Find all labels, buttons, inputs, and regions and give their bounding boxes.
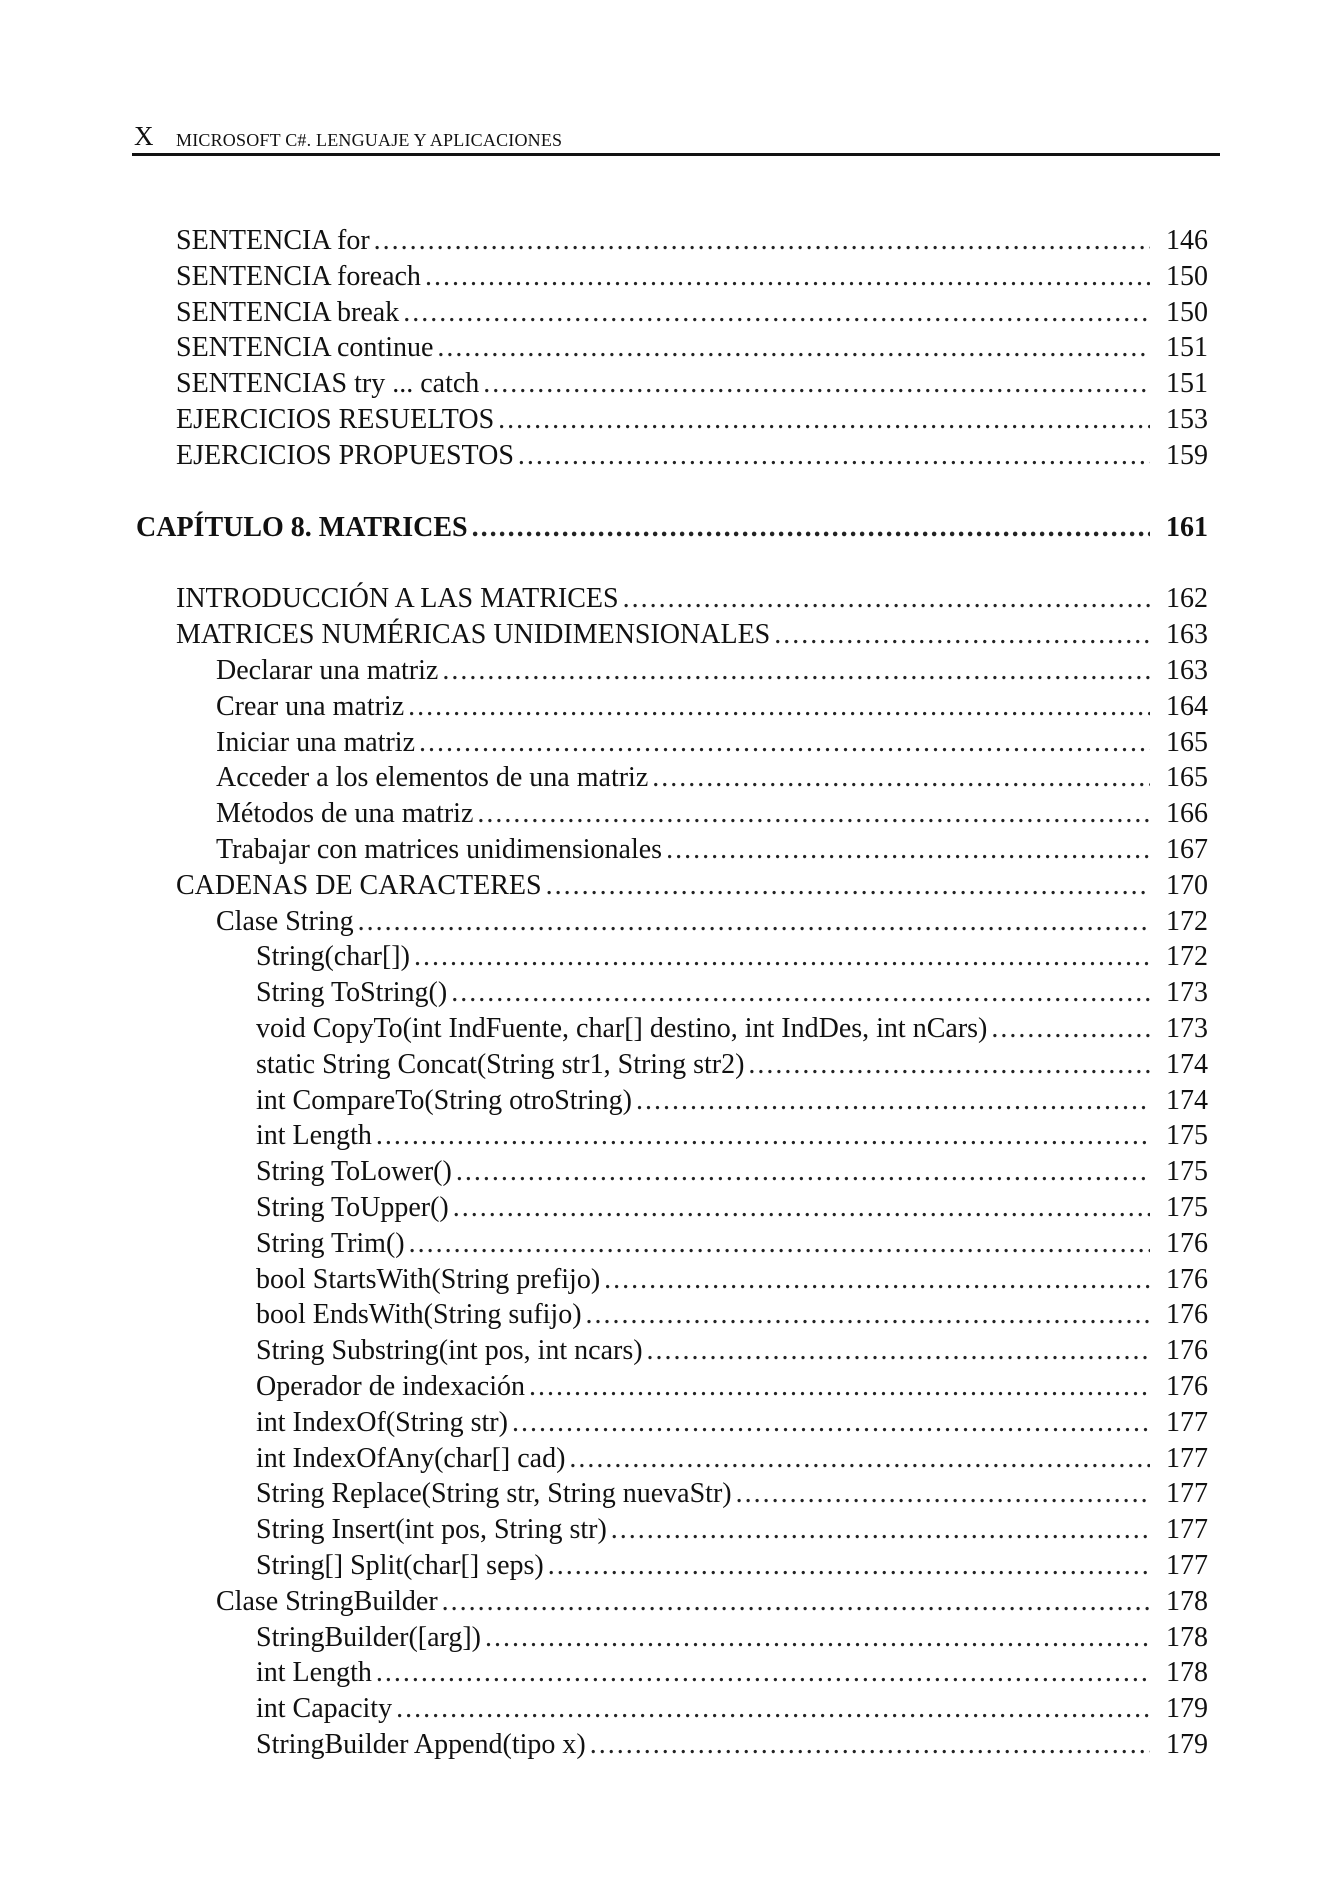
dot-leader [604,1263,1150,1297]
toc-entry-page: 179 [1166,1729,1208,1760]
toc-entry[interactable] [176,260,1208,294]
toc-entry-page: 178 [1166,1657,1208,1688]
toc-entry[interactable] [216,797,1208,831]
dot-leader [472,511,1150,545]
toc-entry-label: bool StartsWith(String prefijo) [256,1264,601,1295]
dot-leader [512,1406,1150,1440]
toc-entry-label: String ToString() [256,977,448,1008]
dot-leader [403,296,1150,330]
toc-entry[interactable] [256,1119,1208,1153]
toc-entry[interactable] [256,1012,1208,1046]
toc-entry-page: 164 [1166,691,1208,722]
dot-leader [376,1119,1150,1153]
toc-entry[interactable] [256,1513,1208,1547]
toc-entry-page: 146 [1166,225,1208,256]
toc-entry-label: int IndexOf(String str) [256,1407,508,1438]
toc-entry-label: String Substring(int pos, int ncars) [256,1335,643,1366]
toc-entry[interactable] [216,1585,1208,1619]
toc-entry-label: SENTENCIA break [176,297,400,328]
toc-entry-page: 177 [1166,1478,1208,1509]
toc-entry-label: SENTENCIA continue [176,332,434,363]
dot-leader [409,1227,1150,1261]
dot-leader [376,1656,1150,1690]
toc-entry-page: 172 [1166,906,1208,937]
dot-leader [453,1191,1150,1225]
toc-entry-page: 170 [1166,870,1208,901]
toc-entry-page: 175 [1166,1192,1208,1223]
toc-entry-page: 179 [1166,1693,1208,1724]
toc-entry[interactable] [256,1334,1208,1368]
toc-entry[interactable] [256,1191,1208,1225]
toc-entry-label: CADENAS DE CARACTERES [176,870,542,901]
toc-entry-label: static String Concat(String str1, String str2) [256,1049,745,1080]
toc-entry-label: Acceder a los elementos de una matriz [216,762,649,793]
toc-entry[interactable] [216,726,1208,760]
toc-entry-label: Clase String [216,906,354,937]
toc-entry-page: 177 [1166,1514,1208,1545]
toc-entry-label: String ToUpper() [256,1192,449,1223]
dot-leader [374,224,1150,258]
toc-entry-page: 174 [1166,1049,1208,1080]
toc-entry-label: bool EndsWith(String sufijo) [256,1299,582,1330]
toc-chapter-entry[interactable] [136,511,1208,545]
toc-entry-page: 163 [1166,619,1208,650]
toc-entry-label: String Replace(String str, String nuevaStr) [256,1478,732,1509]
toc-entry-label: Trabajar con matrices unidimensionales [216,834,663,865]
toc-entry[interactable] [256,1477,1208,1511]
toc-entry-page: 153 [1166,404,1208,435]
toc-entry-page: 176 [1166,1299,1208,1330]
dot-leader [483,367,1150,401]
dot-leader [666,833,1150,867]
dot-leader [518,439,1150,473]
dot-leader [442,654,1150,688]
toc-entry[interactable] [256,1084,1208,1118]
dot-leader [442,1585,1150,1619]
toc-entry-label: SENTENCIAS try ... catch [176,368,480,399]
toc-entry[interactable] [256,1692,1208,1726]
toc-entry[interactable] [256,1227,1208,1261]
dot-leader [408,690,1150,724]
dot-leader [485,1621,1150,1655]
toc-entry[interactable] [256,976,1208,1010]
toc-entry[interactable] [256,1048,1208,1082]
toc-entry-label: StringBuilder([arg]) [256,1622,481,1653]
toc-entry-label: int CompareTo(String otroString) [256,1085,633,1116]
toc-entry[interactable] [256,1406,1208,1440]
toc-entry-page: 176 [1166,1228,1208,1259]
toc-entry-page: 174 [1166,1085,1208,1116]
toc-entry[interactable] [176,331,1208,365]
toc-entry[interactable] [256,1621,1208,1655]
dot-leader [586,1298,1150,1332]
toc-entry-label: void CopyTo(int IndFuente, char[] destino, int IndDes, int nCars) [256,1013,988,1044]
dot-leader [498,403,1150,437]
toc-entry-page: 173 [1166,977,1208,1008]
toc-entry-label: StringBuilder Append(tipo x) [256,1729,586,1760]
toc-entry[interactable] [256,1263,1208,1297]
toc-entry[interactable] [216,654,1208,688]
toc-entry-page: 151 [1166,332,1208,363]
toc-entry-page: 150 [1166,261,1208,292]
dot-leader [425,260,1150,294]
toc-entry[interactable] [176,403,1208,437]
dot-leader [546,869,1150,903]
toc-entry-page: 176 [1166,1335,1208,1366]
toc-entry-label: EJERCICIOS RESUELTOS [176,404,495,435]
running-header [132,122,1220,156]
toc-entry-page: 175 [1166,1156,1208,1187]
toc-entry-label: String[] Split(char[] seps) [256,1550,544,1581]
dot-leader [529,1370,1150,1404]
toc-entry-page: 166 [1166,798,1208,829]
toc-entry-label: int Capacity [256,1693,393,1724]
dot-leader [419,726,1150,760]
toc-entry-page: 177 [1166,1443,1208,1474]
toc-entry-page: 165 [1166,727,1208,758]
toc-entry[interactable] [216,761,1208,795]
dot-leader [548,1549,1150,1583]
toc-entry[interactable] [176,224,1208,258]
toc-entry-label: String Insert(int pos, String str) [256,1514,607,1545]
page-number-roman: X [134,121,154,151]
toc-entry-label: CAPÍTULO 8. MATRICES [136,512,468,543]
toc-entry-page: 176 [1166,1371,1208,1402]
toc-entry[interactable] [256,1155,1208,1189]
toc-entry-label: String(char[]) [256,941,410,972]
toc-entry[interactable] [216,833,1208,867]
toc-entry-page: 150 [1166,297,1208,328]
toc-entry-label: Clase StringBuilder [216,1586,438,1617]
toc-entry[interactable] [176,367,1208,401]
book-title: MICROSOFT C#. LENGUAJE Y APLICACIONES [176,130,563,150]
toc-entry-page: 177 [1166,1550,1208,1581]
dot-leader [569,1442,1150,1476]
toc-entry[interactable] [256,940,1208,974]
toc-entry[interactable] [216,905,1208,939]
toc-entry[interactable] [176,582,1208,616]
dot-leader [652,761,1150,795]
dot-leader [477,797,1150,831]
dot-leader [590,1728,1150,1762]
toc-entry[interactable] [216,690,1208,724]
toc-entry-page: 177 [1166,1407,1208,1438]
dot-leader [358,905,1150,939]
dot-leader [991,1012,1150,1046]
toc-entry[interactable] [176,869,1208,903]
toc-entry-label: Operador de indexación [256,1371,525,1402]
toc-entry-page: 175 [1166,1120,1208,1151]
dot-leader [636,1084,1150,1118]
toc-entry[interactable] [176,439,1208,473]
toc-entry-page: 176 [1166,1264,1208,1295]
toc-entry-page: 151 [1166,368,1208,399]
toc-entry-page: 178 [1166,1586,1208,1617]
toc-entry-page: 172 [1166,941,1208,972]
toc-entry-page: 163 [1166,655,1208,686]
toc-entry[interactable] [256,1549,1208,1583]
toc-entry[interactable] [256,1370,1208,1404]
toc-entry-page: 162 [1166,583,1208,614]
dot-leader [396,1692,1150,1726]
toc-entry-label: SENTENCIA foreach [176,261,421,292]
toc-entry[interactable] [256,1656,1208,1690]
toc-entry-label: Iniciar una matriz [216,727,416,758]
dot-leader [774,618,1150,652]
toc-entry-page: 159 [1166,440,1208,471]
toc-entry-label: INTRODUCCIÓN A LAS MATRICES [176,583,619,614]
toc-entry-label: SENTENCIA for [176,225,370,256]
dot-leader [647,1334,1150,1368]
dot-leader [748,1048,1150,1082]
toc-entry-page: 173 [1166,1013,1208,1044]
dot-leader [456,1155,1150,1189]
toc-entry-label: EJERCICIOS PROPUESTOS [176,440,514,471]
toc-entry-page: 178 [1166,1622,1208,1653]
toc-entry-label: int IndexOfAny(char[] cad) [256,1443,566,1474]
toc-entry[interactable] [256,1728,1208,1762]
toc-entry-label: String Trim() [256,1228,405,1259]
toc-entry-page: 165 [1166,762,1208,793]
toc-entry-label: Crear una matriz [216,691,405,722]
toc-entry[interactable] [256,1442,1208,1476]
toc-entry-label: Declarar una matriz [216,655,439,686]
dot-leader [736,1477,1150,1511]
toc-entry-label: Métodos de una matriz [216,798,474,829]
dot-leader [451,976,1150,1010]
toc-entry-label: String ToLower() [256,1156,452,1187]
toc-entry[interactable] [176,618,1208,652]
toc-entry-label: int Length [256,1120,372,1151]
dot-leader [623,582,1150,616]
toc-entry-page: 167 [1166,834,1208,865]
toc-entry[interactable] [176,296,1208,330]
dot-leader [611,1513,1150,1547]
toc-entry-label: MATRICES NUMÉRICAS UNIDIMENSIONALES [176,619,771,650]
dot-leader [414,940,1150,974]
toc-entry-page: 161 [1166,512,1208,543]
dot-leader [437,331,1150,365]
toc-entry[interactable] [256,1298,1208,1332]
toc-entry-label: int Length [256,1657,372,1688]
